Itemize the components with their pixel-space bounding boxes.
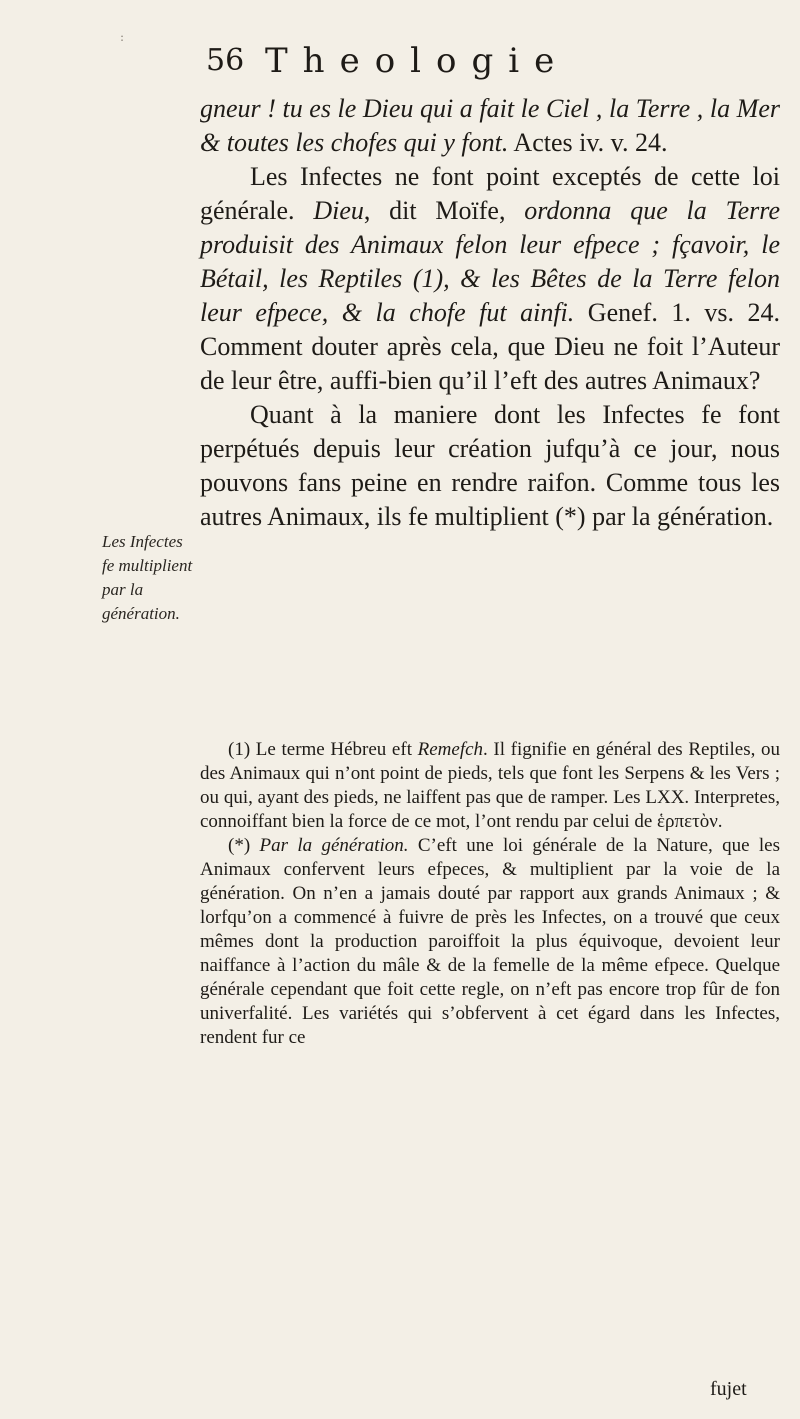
footnote-1-prefix: (1) Le terme Hébreu eft <box>228 739 418 760</box>
catchword: fujet <box>710 1378 747 1400</box>
genesis-quote: ordonna que la Terre produisit des Animaux felon leur efpece ; fçavoir, le Bétail, les Reptiles (1), & les Bêtes de la Terre felon leur efpece, & la chofe fut ainfi. <box>200 196 780 327</box>
running-title: Theologie <box>265 41 570 81</box>
footnote-2-title: Par la génération. <box>259 835 409 856</box>
footnote-2 <box>200 834 780 1050</box>
main-text <box>200 92 780 534</box>
paragraph-2-dieu: Dieu <box>313 196 364 225</box>
paragraph-2-dit: , dit Moïfe, <box>363 196 525 225</box>
paragraph-3: Quant à la maniere dont les Infectes fe font perpétués depuis leur création jufqu’à ce jour, nous pouvons fans peine en rendre raifon. Comme tous les autres Animaux, ils fe multiplient (*) par la génération. <box>200 400 780 531</box>
paragraph-2-text: Les Infectes ne font point exceptés de cette loi générale. <box>200 162 780 225</box>
footnote-1 <box>200 738 780 834</box>
footnote-1-term: Remefch <box>417 739 484 760</box>
paragraph-1 <box>200 92 780 160</box>
margin-note: Les Infectes fe multiplient par la génération. <box>102 532 193 623</box>
scripture-quote: gneur ! tu es le Dieu qui a fait le Ciel , la Terre , la Mer & toutes les chofes qui y font. <box>200 94 780 157</box>
paragraph-2-end: Comment douter après cela, que Dieu ne foit l’Auteur de leur être, auffi-bien qu’il l’eft des autres Animaux? <box>200 332 780 395</box>
footnote-2-prefix: (*) <box>228 835 260 856</box>
footnote-2-text: C’eft une loi générale de la Nature, que les Animaux confervent leurs efpeces, & multiplient par la voie de la génération. On n’en a jamais douté par rapport aux grands Animaux ; & lorfqu’on a commencé à fuivre de près les Infectes, on a trouvé que ceux mêmes dont la production paroiffoit la plus équivoque, devoient leur naiffance à l’action du mâle & de la femelle de la même efpece. Quelque générale cependant que foit cette regle, on n’eft pas encore trop fûr de fon univerfalité. Les variétés qui s’obfervent à cet égard dans les Infectes, rendent fur ce <box>200 835 780 1048</box>
scripture-reference: Actes iv. v. 24. <box>513 128 668 157</box>
genesis-reference: Genef. 1. vs. 24. <box>574 298 781 327</box>
stray-mark: : <box>120 30 125 44</box>
footnotes <box>200 738 780 1050</box>
page-header <box>200 41 720 84</box>
paragraph-2 <box>200 160 780 398</box>
page-number: 56 <box>206 43 245 78</box>
footnote-1-text: . Il fignifie en général des Reptiles, ou des Animaux qui n’ont point de pieds, tels que font les Serpens & les Vers ; ou qui, ayant des pieds, ne laiffent pas que de ramper. Les LXX. Interpretes, connoiffant bien la force de ce mot, l’ont rendu par celui de ἑρπετὸν. <box>200 739 780 832</box>
